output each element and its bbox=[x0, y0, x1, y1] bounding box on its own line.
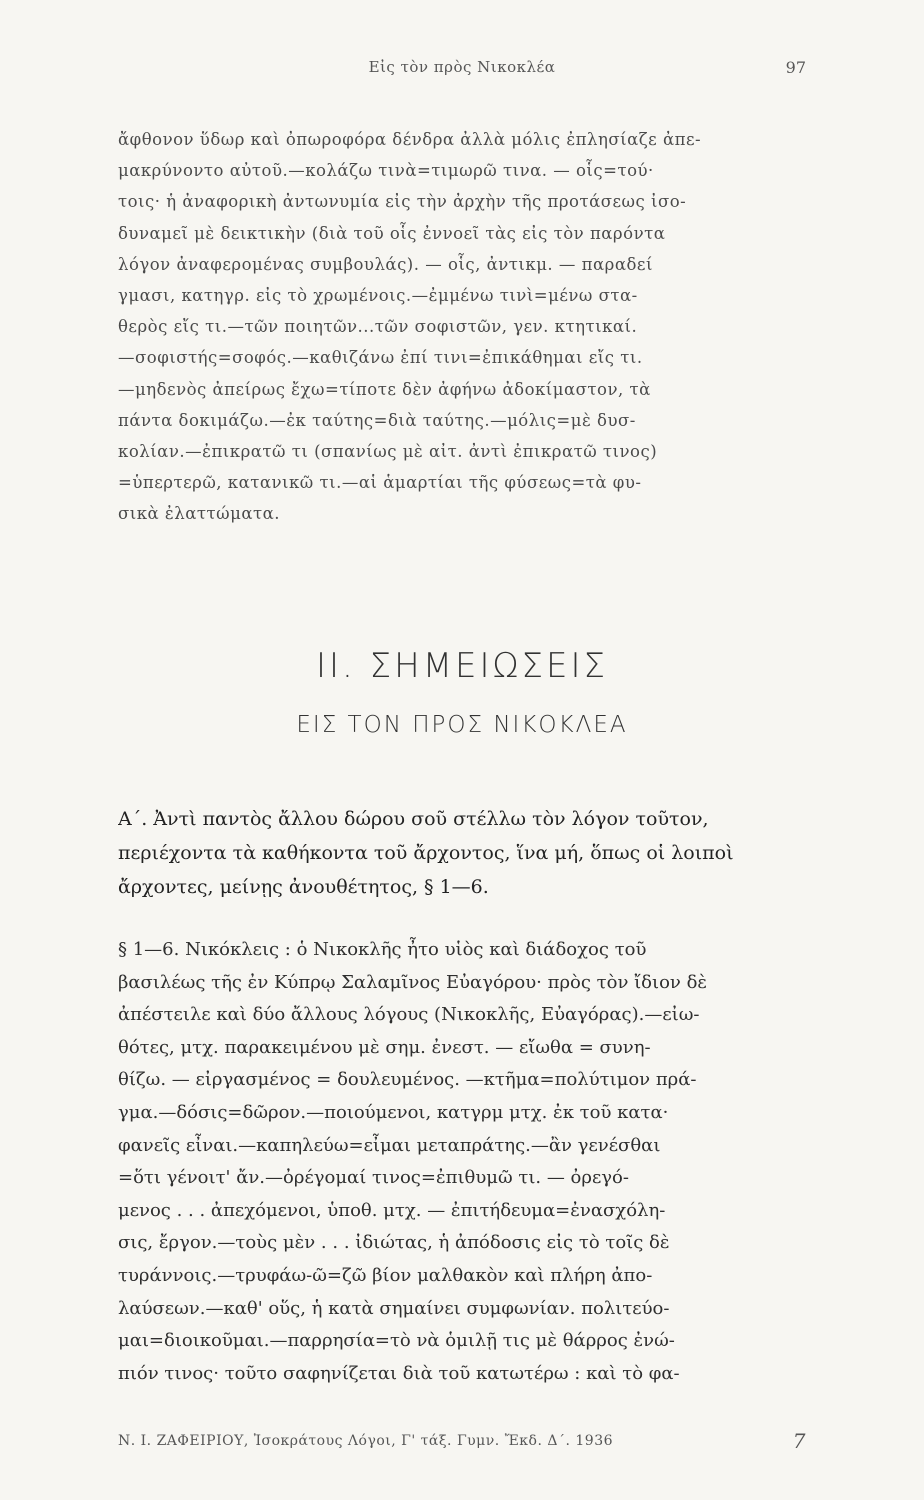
section-title: II. ΣΗΜΕΙΩΣΕΙΣ bbox=[315, 646, 609, 686]
note-line: μενος . . . ἀπεχόμενοι, ὑποθ. μτχ. — ἐπιτήδευμα=ἐνασχόλη- bbox=[118, 1199, 666, 1221]
gloss-line: σικὰ ἐλαττώματα. bbox=[118, 504, 280, 524]
gloss-line: πάντα δοκιμάζω.—ἐκ ταύτης=διὰ ταύτης.—μόλις=μὲ δυσ- bbox=[118, 410, 636, 430]
page-footer bbox=[118, 1429, 806, 1453]
note-line: σις, ἔργον.—τοὺς μὲν . . . ἰδιώτας, ἡ ἀπόδοσις εἰς τὸ τοῖς δὲ bbox=[118, 1232, 670, 1254]
gloss-line: θερὸς εἴς τι.—τῶν ποιητῶν...τῶν σοφιστῶν, γεν. κτητικαί. bbox=[118, 317, 638, 337]
note-line: βασιλέως τῆς ἐν Κύπρῳ Σαλαμῖνος Εὐαγόρου· πρὸς τὸν ἴδιον δὲ bbox=[118, 971, 708, 993]
page-number: 97 bbox=[785, 58, 806, 77]
gloss-line: γμασι, κατηγρ. εἰς τὸ χρωμένοις.—ἐμμένω τινὶ=μένω στα- bbox=[118, 286, 638, 306]
gloss-line: λόγον ἀναφερομένας συμβουλάς). — οἷς, ἀντικμ. — παραδεί bbox=[118, 254, 653, 274]
summary-line: ἄρχοντες, μείνῃς ἀνουθέτητος, § 1—6. bbox=[118, 876, 489, 898]
gloss-line: δυναμεῖ μὲ δεικτικὴν (διὰ τοῦ οἷς ἐννοεῖ τὰς εἰς τὸν παρόντα bbox=[118, 223, 666, 243]
gloss-line: =ὑπερτερῶ, κατανικῶ τι.—αἱ ἁμαρτίαι τῆς φύσεως=τὰ φυ- bbox=[118, 473, 642, 493]
signature-mark: 7 bbox=[792, 1429, 806, 1453]
top-gloss-block bbox=[118, 124, 806, 530]
summary-paragraph bbox=[118, 802, 806, 904]
note-line: =ὅτι γένοιτ' ἄν.—ὀρέγομαί τινος=ἐπιθυμῶ τι. — ὀρεγό- bbox=[118, 1167, 629, 1189]
section-subtitle: ΕΙΣ ΤΟΝ ΠΡΟΣ ΝΙΚΟΚΛΕΑ bbox=[296, 712, 628, 738]
footer-imprint: Ν. Ι. ΖΑΦΕΙΡΙΟΥ, Ἰσοκράτους Λόγοι, Γ' τάξ. Γυμν. Ἔκδ. Δ΄. 1936 bbox=[118, 1433, 614, 1449]
summary-line: Α΄. Ἀντὶ παντὸς ἄλλου δώρου σοῦ στέλλω τὸν λόγον τοῦτον, bbox=[118, 808, 709, 830]
summary-line: περιέχοντα τὰ καθήκοντα τοῦ ἄρχοντος, ἵνα μή, ὅπως οἱ λοιποὶ bbox=[118, 842, 734, 864]
gloss-line: μακρύνοντο αὐτοῦ.—κολάζω τινὰ=τιμωρῶ τινα. — οἷς=τού· bbox=[118, 161, 654, 181]
note-line: θότες, μτχ. παρακειμένου μὲ σημ. ἐνεστ. — εἴωθα = συνη- bbox=[118, 1036, 651, 1058]
note-line: § 1—6. Νικόκλεις : ὁ Νικοκλῆς ἦτο υἱὸς καὶ διάδοχος τοῦ bbox=[118, 939, 647, 960]
note-line: γμα.—δόσις=δῶρον.—ποιούμενοι, κατγρμ μτχ. ἐκ τοῦ κατα· bbox=[118, 1101, 669, 1123]
running-head: Εἰς τὸν πρὸς Νικοκλέα bbox=[368, 58, 556, 76]
note-line: φανεῖς εἶναι.—καπηλεύω=εἶμαι μεταπράτης.—ἂν γενέσθαι bbox=[118, 1134, 661, 1156]
gloss-line: ἄφθονον ὕδωρ καὶ ὀπωροφόρα δένδρα ἀλλὰ μόλις ἐπλησίαζε ἀπε- bbox=[118, 130, 702, 149]
note-line: θίζω. — εἰργασμένος = δουλευμένος. —κτῆμα=πολύτιμον πρά- bbox=[118, 1069, 697, 1091]
note-line: τυράννοις.—τρυφάω-ῶ=ζῶ βίον μαλθακὸν καὶ πλήρη ἀπο- bbox=[118, 1264, 653, 1286]
note-line: ἀπέστειλε καὶ δύο ἄλλους λόγους (Νικοκλῆς, Εὐαγόρας).—εἰω- bbox=[118, 1004, 700, 1026]
notes-paragraph bbox=[118, 934, 806, 1390]
gloss-line: τοις· ἡ ἀναφορικὴ ἀντωνυμία εἰς τὴν ἀρχὴν τῆς προτάσεως ἰσο- bbox=[118, 192, 687, 212]
note-line: λαύσεων.—καθ' οὕς, ἡ κατὰ σημαίνει συμφωνίαν. πολιτεύο- bbox=[118, 1297, 670, 1319]
gloss-line: —σοφιστής=σοφός.—καθιζάνω ἐπί τινι=ἐπικάθημαι εἴς τι. bbox=[118, 348, 643, 368]
gloss-line: —μηδενὸς ἀπείρως ἔχω=τίποτε δὲν ἀφήνω ἀδοκίμαστον, τὰ bbox=[118, 379, 651, 399]
note-line: πιόν τινος· τοῦτο σαφηνίζεται διὰ τοῦ κατωτέρω : καὶ τὸ φα- bbox=[118, 1362, 680, 1384]
gloss-line: κολίαν.—ἐπικρατῶ τι (σπανίως μὲ αἰτ. ἀντὶ ἐπικρατῶ τινος) bbox=[118, 442, 658, 462]
note-line: μαι=διοικοῦμαι.—παρρησία=τὸ νὰ ὁμιλῇ τις μὲ θάρρος ἐνώ- bbox=[118, 1330, 675, 1352]
